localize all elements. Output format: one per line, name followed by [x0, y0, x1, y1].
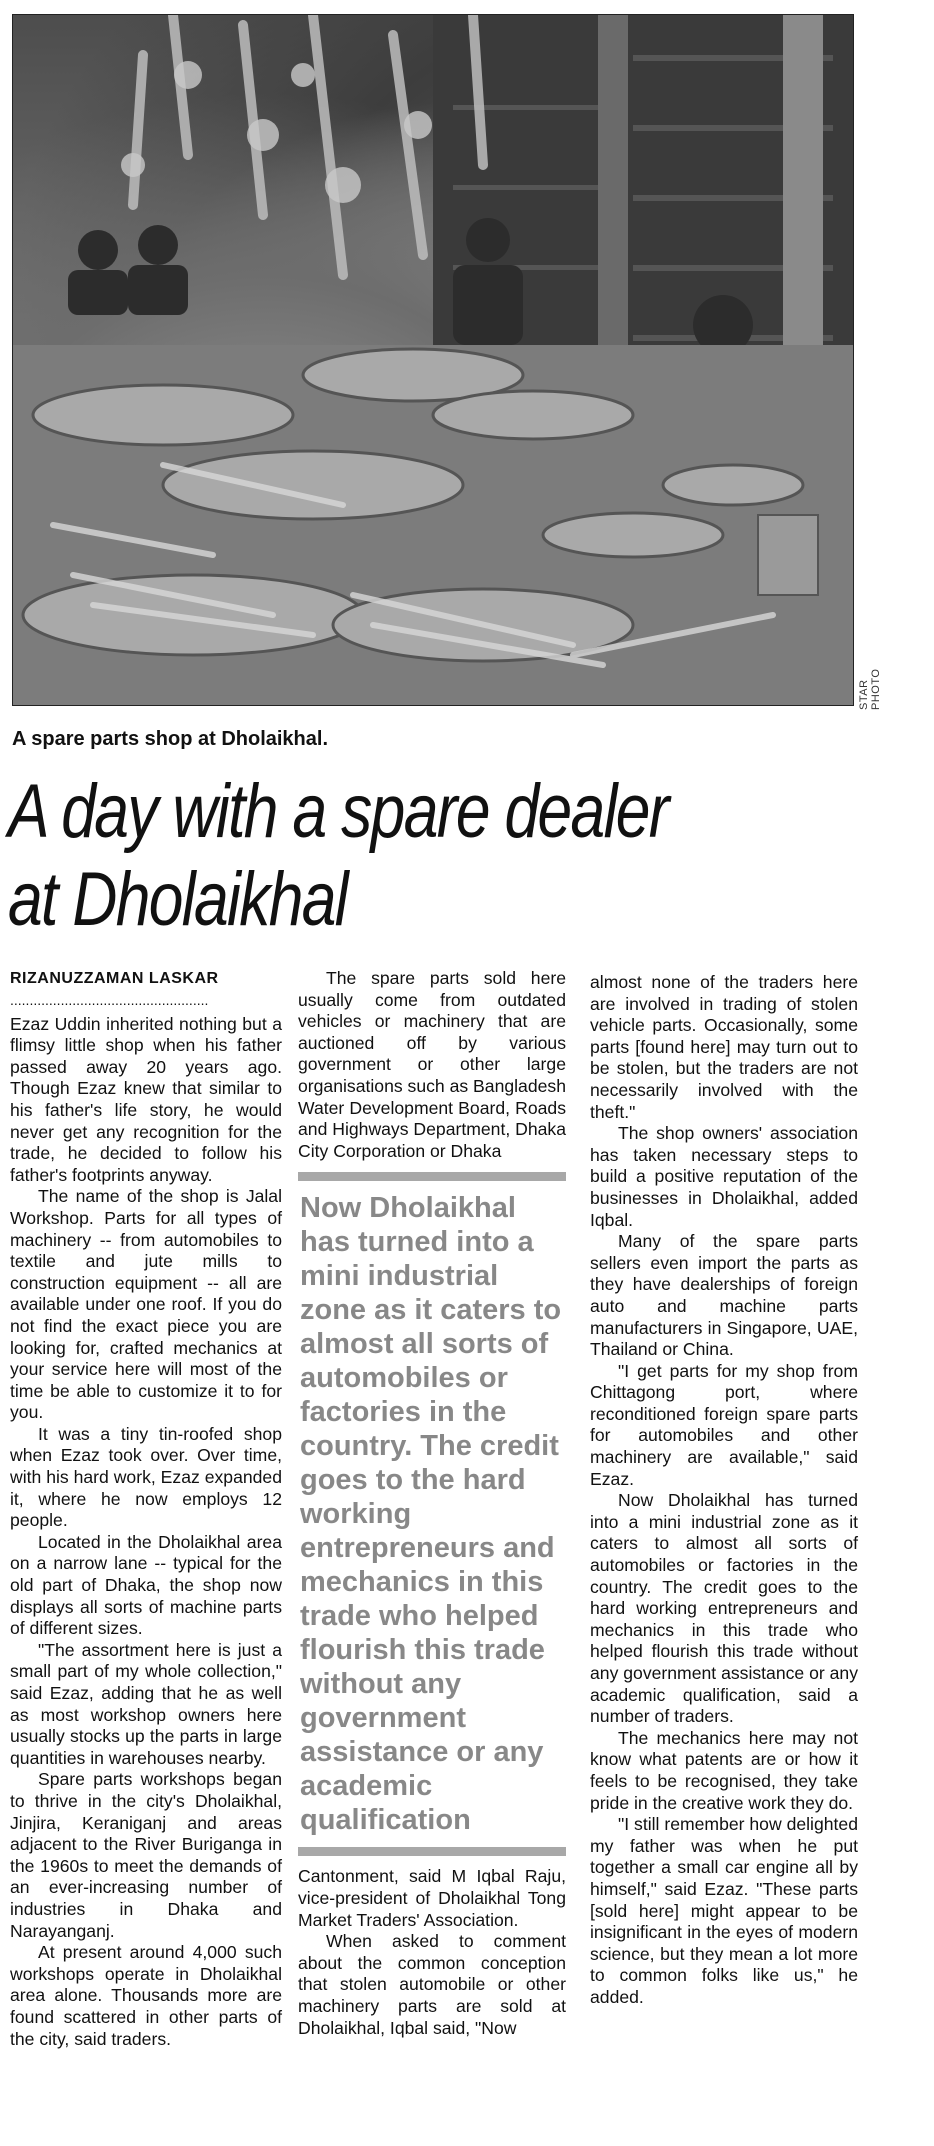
article-column-2 — [298, 968, 566, 2039]
paragraph: "I get parts for my shop from Chittagong port, where reconditioned foreign spare parts for automobiles and other machinery are available," said Ezaz. — [590, 1360, 858, 1489]
headline-line-2: at Dholaikhal — [8, 857, 347, 942]
paragraph: "The assortment here is just a small part of my whole collection," said Ezaz, adding that he as well as most workshop owners here usually stocks up the parts in large quantities in warehouses nearby. — [10, 1639, 282, 1768]
paragraph: Spare parts workshops began to thrive in the city's Dholaikhal, Jinjira, Keraniganj and areas adjacent to the River Buriganga in the 1960s to meet the demands of an ever-increasing number of industries in Dhaka and Narayanganj. — [10, 1769, 282, 1941]
article-column-1 — [10, 968, 282, 2050]
photo-caption: A spare parts shop at Dholaikhal. — [12, 728, 329, 750]
paragraph: Now Dholaikhal has turned into a mini industrial zone as it caters to almost all sorts of automobiles or factories in the country. The credit goes to the hard working entrepreneurs and mechanics in this trade who helped flourish this trade without any government assistance or any academic qualification, said a number of traders. — [590, 1490, 858, 1727]
paragraph: Ezaz Uddin inherited nothing but a flimsy little shop when his father passed away 20 years ago. Though Ezaz knew that similar to his father's life story, he would never get any recognition for the trade, he decided to follow his father's footprints anyway. — [10, 1013, 282, 1185]
paragraph: When asked to comment about the common conception that stolen automobile or other machinery parts are sold at Dholaikhal, Iqbal said, "Now — [298, 1931, 566, 2038]
paragraph: Cantonment, said M Iqbal Raju, vice-president of Dholaikhal Tong Market Traders' Association. — [298, 1866, 566, 1930]
article-column-3 — [590, 972, 858, 2009]
paragraph: The shop owners' association has taken necessary steps to build a positive reputation of the businesses in Dholaikhal, added Iqbal. — [590, 1123, 858, 1230]
photo-credit: STAR PHOTO — [858, 668, 882, 710]
paragraph: At present around 4,000 such workshops operate in Dholaikhal area alone. Thousands more are found scattered in other parts of the city, said traders. — [10, 1942, 282, 2049]
photo-illustration — [13, 15, 853, 705]
article-photo — [12, 14, 854, 706]
paragraph: The spare parts sold here usually come from outdated vehicles or machinery that are auctioned off by various government or other large organisations such as Bangladesh Water Development Board, Roads and Highways Department, Dhaka City Corporation or Dhaka — [298, 968, 566, 1161]
byline-divider: ................................................... — [10, 993, 209, 1006]
paragraph: The mechanics here may not know what patents are or how it feels to be recognised, they take pride in the creative work they do. — [590, 1727, 858, 1813]
paragraph: It was a tiny tin-roofed shop when Ezaz took over. Over time, with his hard work, Ezaz expanded it, where he now employs 12 people. — [10, 1423, 282, 1531]
paragraph: The name of the shop is Jalal Workshop. Parts for all types of machinery -- from automobiles to textile and jute mills to construction equipment -- all are available under one roof. If you do not find the exact piece you are looking for, crafted mechanics at your service here will most of the time be able to customize it to for you. — [10, 1186, 282, 1423]
pullquote-bottom-rule — [298, 1847, 566, 1856]
paragraph: "I still remember how delighted my father was when he put together a small car engine all by himself," said Ezaz. "These parts [sold here] might appear to be insignificant in the eyes of modern science, but they mean a lot more to common folks like us," he added. — [590, 1814, 858, 2007]
paragraph: Located in the Dholaikhal area on a narrow lane -- typical for the old part of Dhaka, the shop now displays all sorts of machine parts of different sizes. — [10, 1531, 282, 1639]
pullquote: Now Dholaikhal has turned into a mini industrial zone as it caters to almost all sorts of automobiles or factories in the country. The credit goes to the hard working entrepreneurs and mechanics in this trade who helped flourish this trade without any government assistance or any academic qualification — [300, 1192, 562, 1837]
article-headline — [8, 768, 746, 944]
paragraph: almost none of the traders here are involved in trading of stolen vehicle parts. Occasionally, some parts [found here] may turn out to be stolen, but the traders are not necessarily involved with the theft." — [590, 972, 858, 1122]
headline-line-1: A day with a spare dealer — [8, 769, 668, 854]
byline: RIZANUZZAMAN LASKAR — [10, 970, 219, 987]
pullquote-top-rule — [298, 1172, 566, 1181]
paragraph: Many of the spare parts sellers even import the parts as they have dealerships of foreign auto and machine parts manufacturers in Singapore, UAE, Thailand or China. — [590, 1231, 858, 1360]
